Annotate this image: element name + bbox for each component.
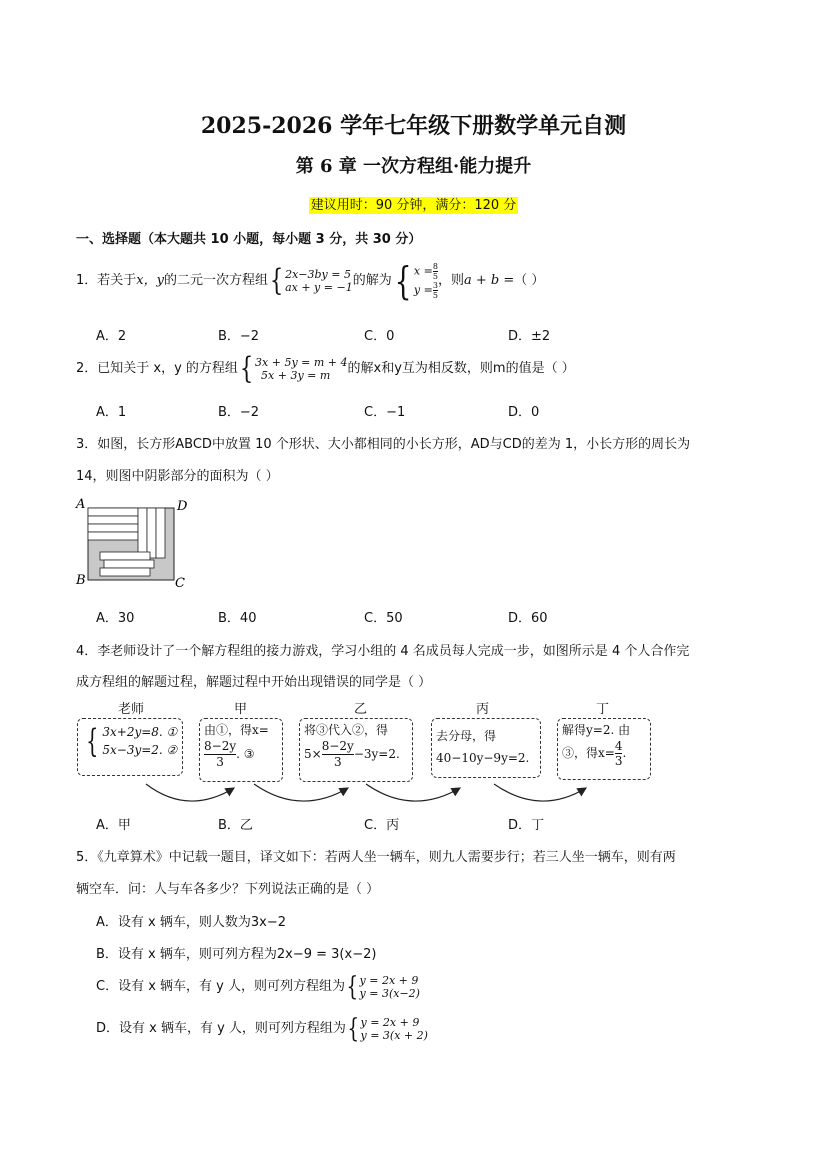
jia-frac (204, 739, 236, 770)
label-teacher: 老师 (118, 702, 145, 717)
q5-option-b[interactable]: B．设有 x 辆车，则可列方程为2x−9 = 3(x−2) (96, 947, 377, 962)
q5-option-d[interactable] (96, 1013, 428, 1045)
q1-option-b[interactable]: B．−2 (218, 329, 260, 344)
q3-line1: 3．如图，长方形ABCD中放置 10 个形状、大小都相同的小长方形，AD与CD的差为 1，小长方形的周长为 (76, 437, 691, 452)
yi-frac-den: 3 (333, 755, 342, 769)
label-yi: 乙 (354, 702, 368, 717)
small-rect-4 (88, 532, 138, 540)
q1-sol-brace: { (394, 258, 412, 303)
teacher-eq2: 5x−3y=2. ② (102, 743, 178, 757)
q1-eq1: 2x−3by = 5 (285, 267, 351, 281)
q5-option-a[interactable]: A．设有 x 辆车，则人数为3x−2 (96, 915, 286, 930)
small-rect-9 (104, 560, 154, 568)
small-rect-8 (100, 552, 150, 560)
small-rect-10 (100, 568, 150, 576)
q5-d-eq1: y = 2x + 9 (360, 1015, 420, 1029)
label-a: A (76, 497, 86, 512)
q2-eq1: 3x + 5y = m + 4 (255, 355, 348, 369)
q2-suffix: 的解x和y互为相反数，则m的值是（ ） (347, 361, 575, 376)
q1-sol-y-num: 3 (432, 280, 438, 290)
arrow-3 (366, 784, 460, 801)
chapter-subtitle: 第 6 章 一次方程组·能力提升 (295, 156, 532, 177)
q1-paren: （ ） (514, 273, 545, 288)
jia-box (199, 718, 283, 782)
q4-option-c[interactable]: C．丙 (364, 818, 400, 833)
bing-line1: 去分母，得 (436, 729, 497, 743)
q1-option-c[interactable]: C．0 (364, 329, 395, 344)
q1-sol-y-lhs: y = (413, 283, 433, 296)
yi-line2 (304, 739, 408, 770)
label-jia: 甲 (234, 702, 248, 717)
small-rect-7 (156, 508, 165, 558)
relay-arrows (140, 778, 600, 808)
bing-line2: 40−10y−9y=2. (436, 751, 530, 765)
q2-option-d[interactable]: D．0 (508, 405, 540, 420)
q5-line2: 辆空车．问：人与车各多少？下列说法正确的是（ ） (76, 882, 380, 897)
q5-c-brace: { (346, 971, 359, 1002)
small-rect-2 (88, 516, 138, 524)
q1-sol-x-num: 8 (432, 261, 438, 271)
q1-sol-y-den: 5 (432, 290, 438, 300)
q4-line1: 4．李老师设计了一个解方程组的接力游戏，学习小组的 4 名成员每人完成一步，如图所示是 4 个人合作完 (76, 644, 690, 659)
teacher-system (82, 721, 178, 761)
q5-d-system (360, 1016, 427, 1042)
q2-brace: { (239, 350, 254, 386)
q3-option-b[interactable]: B．40 (218, 611, 257, 626)
q1-solution (414, 262, 438, 300)
q1-expr: a + b = (463, 273, 515, 288)
jia-ref: . ③ (236, 747, 255, 761)
q1-option-a[interactable]: A．2 (96, 329, 127, 344)
q2-option-a[interactable]: A．1 (96, 405, 127, 420)
arrow-2 (254, 784, 348, 801)
q5-line1: 5．《九章算术》中记载一题目，译文如下：若两人坐一辆车，则九人需要步行；若三人坐一辆车，则有两 (76, 850, 676, 865)
arrow-4 (494, 784, 586, 801)
q1-sol-y (414, 281, 438, 300)
page-title: 2025-2026 学年七年级下册数学单元自测 (200, 113, 627, 139)
q1-suffix: ，则 (437, 273, 464, 288)
small-rect-3 (88, 524, 138, 532)
small-rect-5 (138, 508, 147, 558)
ding-dot: . (622, 746, 627, 760)
label-b: B (76, 573, 86, 588)
label-c: C (175, 576, 185, 590)
yi-box (299, 718, 413, 782)
q4-option-b[interactable]: B．乙 (218, 818, 253, 833)
q1-mid2: 的解为 (352, 273, 392, 288)
q3-option-d[interactable]: D．60 (508, 611, 548, 626)
q4-option-a[interactable]: A．甲 (96, 818, 131, 833)
label-bing: 丙 (476, 702, 490, 717)
yi-frac (322, 739, 354, 770)
rectangle-figure (74, 494, 194, 590)
q1-prefix: 1．若关于 (76, 273, 137, 288)
yi-frac-num: 8−2y (321, 739, 354, 753)
q1-vars: x，y (136, 273, 164, 288)
teacher-eqs (102, 723, 177, 759)
q4-line2: 成方程组的解题过程，解题过程中开始出现错误的同学是（ ） (76, 675, 432, 690)
q3-option-c[interactable]: C．50 (364, 611, 403, 626)
q2-eq2: 5x + 3y = m (261, 368, 331, 382)
label-d: D (177, 499, 188, 514)
ding-line1: 解得y=2. 由 (562, 723, 631, 737)
jia-line1: 由①，得x= (204, 723, 269, 737)
q1-sol-x-lhs: x = (413, 264, 433, 277)
question-2 (76, 352, 575, 386)
yi-line1: 将③代入②，得 (304, 723, 389, 737)
q1-option-d[interactable]: D．±2 (508, 329, 551, 344)
ding-text: ③，得x= (562, 746, 615, 760)
q2-option-c[interactable]: C．−1 (364, 405, 406, 420)
jia-line2 (204, 739, 278, 770)
jia-frac-num: 8−2y (204, 739, 237, 753)
q5-c-eq1: y = 2x + 9 (359, 973, 419, 987)
teacher-box (77, 718, 183, 776)
teacher-brace: { (86, 722, 99, 760)
teacher-eq1: 3x+2y=8. ① (102, 725, 178, 739)
label-ding: 丁 (596, 702, 610, 717)
q5-d-brace: { (347, 1013, 360, 1044)
small-rect-6 (147, 508, 156, 558)
ding-line2 (562, 739, 646, 768)
small-rect-1 (88, 508, 138, 516)
q3-option-a[interactable]: A．30 (96, 611, 135, 626)
q5-option-c[interactable] (96, 971, 420, 1003)
q1-sol-x (414, 262, 438, 281)
q5-c-system (360, 974, 420, 1000)
bing-box (431, 718, 541, 778)
q5-c-eq2: y = 3(x−2) (359, 986, 420, 1000)
section-heading: 一、选择题（本大题共 10 小题，每小题 3 分，共 30 分） (76, 232, 422, 247)
ding-frac-num: 4 (614, 739, 623, 753)
yi-times: 5× (304, 747, 322, 761)
q2-option-b[interactable]: B．−2 (218, 405, 260, 420)
time-note: 建议用时：90 分钟，满分：120 分 (310, 198, 517, 213)
ding-box (557, 718, 651, 780)
question-1 (76, 258, 545, 303)
q3-line2: 14，则图中阴影部分的面积为（ ） (76, 469, 279, 484)
arrow-1 (146, 784, 234, 801)
q1-eq2: ax + y = −1 (285, 280, 353, 294)
q1-system (285, 268, 353, 294)
ding-frac-den: 3 (614, 754, 623, 768)
q4-option-d[interactable]: D．丁 (508, 818, 545, 833)
q5-c-text: C．设有 x 辆车，有 y 人，则可列方程组为 (96, 979, 345, 994)
q5-d-text: D．设有 x 辆车，有 y 人，则可列方程组为 (96, 1021, 346, 1036)
time-note-wrap (0, 194, 827, 213)
yi-rest: −3y=2. (353, 747, 400, 761)
jia-frac-den: 3 (216, 755, 224, 769)
q2-system (255, 356, 347, 382)
q1-mid: 的二元一次方程组 (163, 273, 268, 288)
q1-brace: { (269, 262, 284, 298)
q2-prefix: 2．已知关于 x，y 的方程组 (76, 361, 238, 376)
q1-sol-x-den: 5 (432, 271, 438, 281)
q5-d-eq2: y = 3(x + 2) (360, 1028, 428, 1042)
